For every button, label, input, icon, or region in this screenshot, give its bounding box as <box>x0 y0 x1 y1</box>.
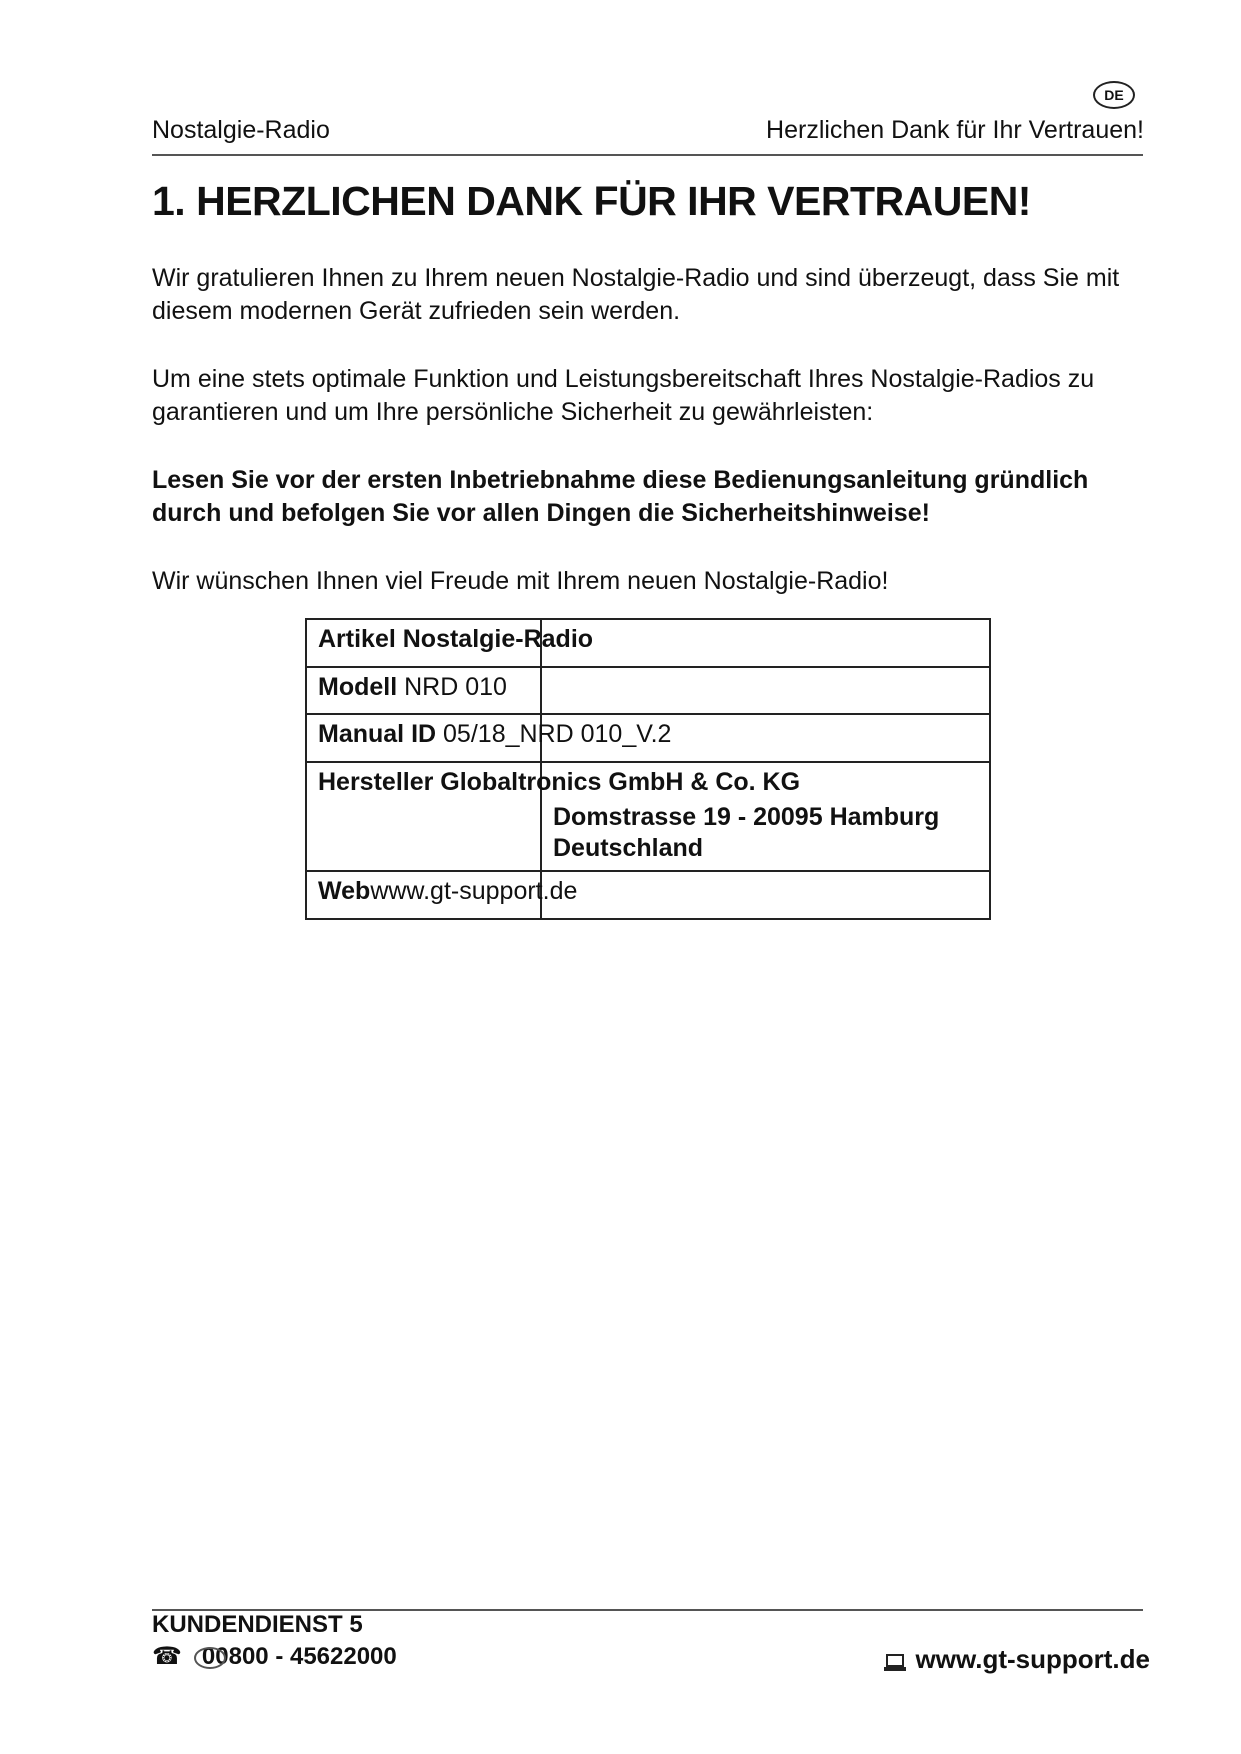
table-row-web <box>307 872 989 918</box>
table-row-manual-id <box>307 715 989 763</box>
web-label: Web <box>318 877 371 905</box>
table-row-article <box>307 620 989 668</box>
manual-id-label: Manual ID <box>318 720 437 748</box>
address-street: Domstrasse 19 - 20095 Hamburg <box>553 803 940 831</box>
customer-service-label: KUNDENDIENST 5 <box>152 1611 363 1638</box>
header-divider <box>152 154 1143 156</box>
footer-web <box>884 1644 1150 1675</box>
web-value[interactable]: www.gt-support.de <box>370 877 578 905</box>
paragraph-congratulations: Wir gratulieren Ihnen zu Ihrem neuen Nostalgie-Radio und sind überzeugt, dass Sie mit diesem modernen Gerät zufrieden sein werden. <box>152 264 1120 325</box>
footer-phone <box>152 1642 397 1671</box>
header-product-name: Nostalgie-Radio <box>152 116 330 144</box>
hotline-circle-icon <box>194 1647 226 1669</box>
language-badge: DE <box>1093 81 1135 109</box>
page-title: 1. HERZLICHEN DANK FÜR IHR VERTRAUEN! <box>152 178 1031 224</box>
phone-number[interactable]: 00800 - 45622000 <box>201 1642 397 1670</box>
paragraph-closing: Wir wünschen Ihnen viel Freude mit Ihrem neuen Nostalgie-Radio! <box>152 567 889 595</box>
paragraph-purpose: Um eine stets optimale Funktion und Leistungsbereitschaft Ihres Nostalgie-Radios zu garantieren und um Ihre persönliche Sicherheit zu gewährleisten: <box>152 365 1095 426</box>
product-info-table <box>305 618 991 920</box>
manufacturer-text: Hersteller Globaltronics GmbH & Co. KG <box>318 768 801 796</box>
model-value: NRD 010 <box>404 673 507 701</box>
article-text: Artikel Nostalgie-Radio <box>318 625 594 653</box>
address-country: Deutschland <box>553 834 704 862</box>
manual-id-value: 05/18_NRD 010_V.2 <box>443 720 672 748</box>
paragraph-safety-warning: Lesen Sie vor der ersten Inbetriebnahme diese Bedienungsanleitung gründlich durch und befolgen Sie vor allen Dingen die Sicherheitshinweise! <box>152 466 1089 527</box>
table-row-manufacturer <box>307 763 989 872</box>
laptop-icon <box>884 1654 906 1672</box>
table-row-model <box>307 668 989 715</box>
model-label: Modell <box>318 673 398 701</box>
support-website-link[interactable]: www.gt-support.de <box>915 1644 1150 1674</box>
telephone-icon: ☎ <box>152 1643 182 1670</box>
header-section-title: Herzlichen Dank für Ihr Vertrauen! <box>766 116 1144 144</box>
